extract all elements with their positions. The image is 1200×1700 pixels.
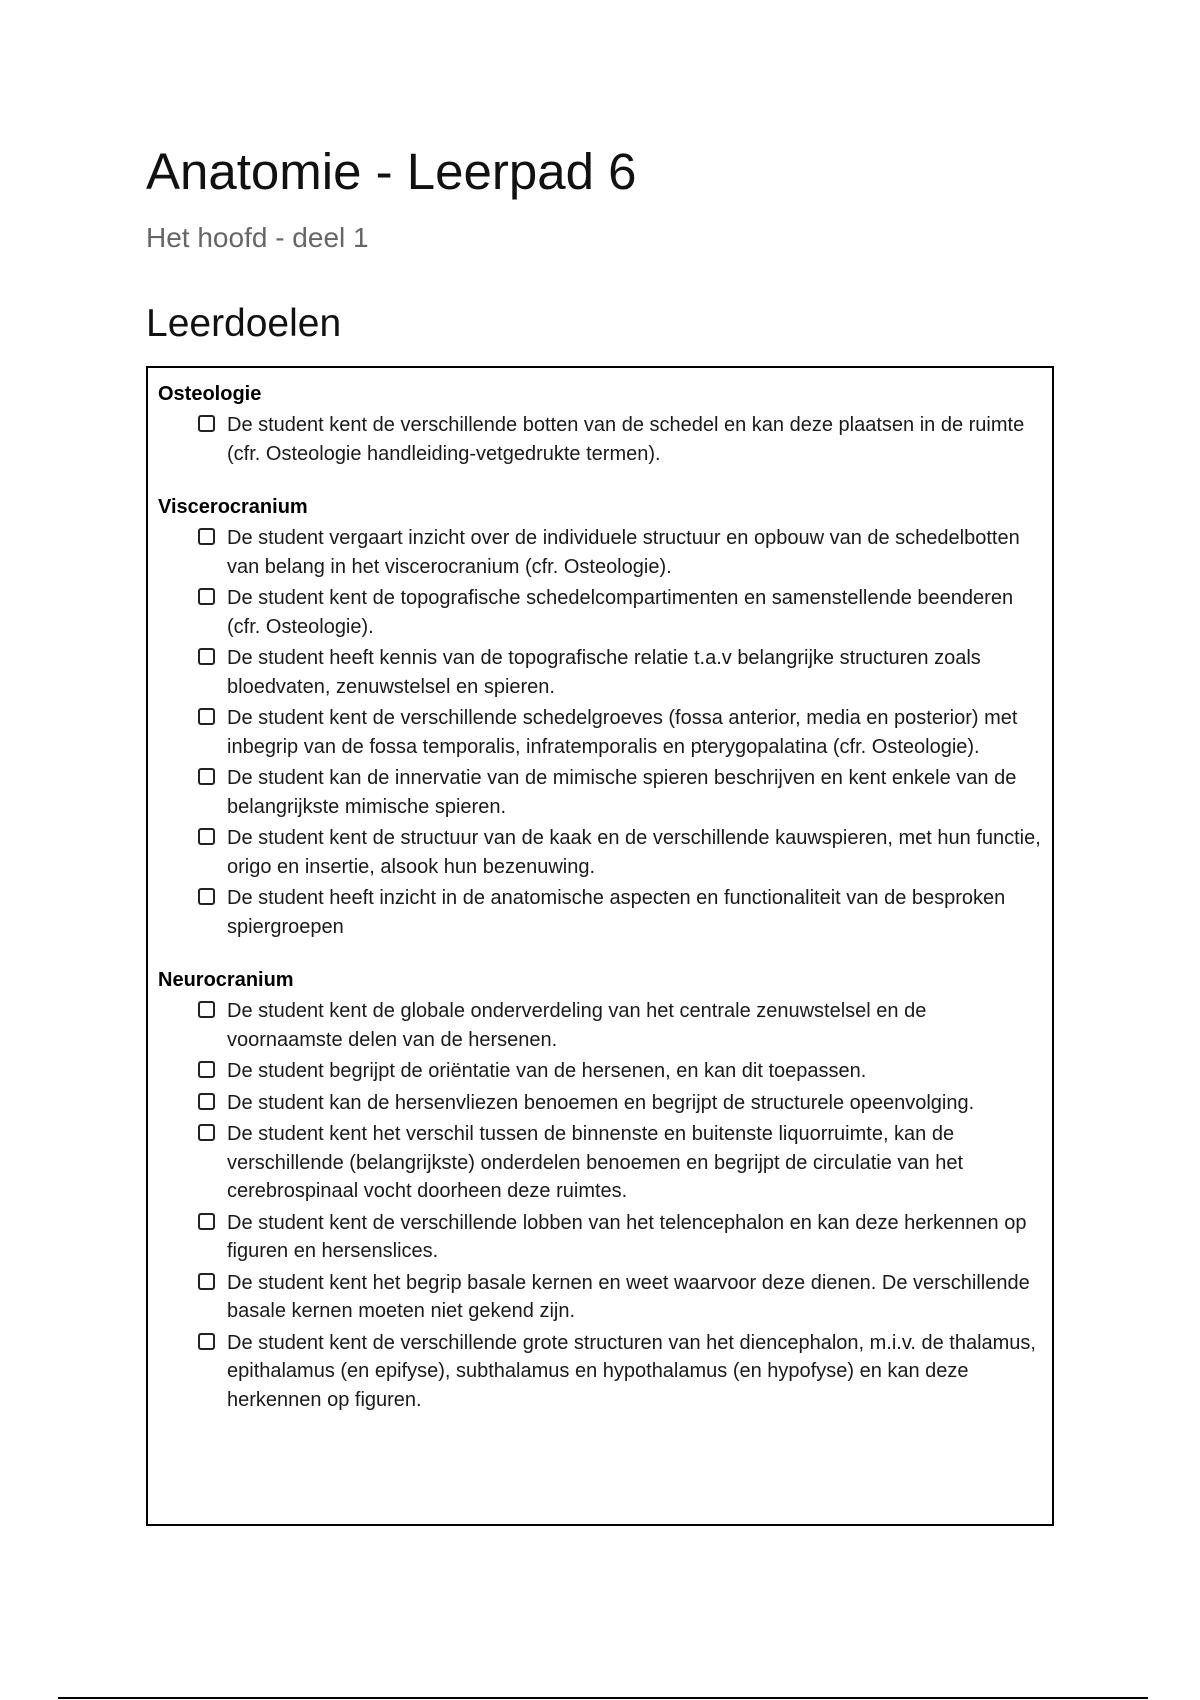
goal-text: De student heeft kennis van de topografische relatie t.a.v belangrijke structuren zoals bloedvaten, zenuwstelsel en spieren. <box>227 647 981 698</box>
goal-checkbox[interactable] <box>198 648 215 665</box>
goal-text: De student kent de verschillende lobben van het telencephalon en kan deze herkennen op figuren en hersenslices. <box>227 1211 1027 1262</box>
goal-item <box>158 1269 1042 1326</box>
group-osteologie <box>158 380 1042 468</box>
goal-item <box>158 764 1042 821</box>
goal-checkbox[interactable] <box>198 1213 215 1230</box>
goal-text: De student vergaart inzicht over de individuele structuur en opbouw van de schedelbotten van belang in het viscerocranium (cfr. Osteologie). <box>227 527 1020 578</box>
goal-item <box>158 1209 1042 1266</box>
goal-text: De student kent het verschil tussen de binnenste en buitenste liquorruimte, kan de verschillende (belangrijkste) onderdelen benoemen en begrijpt de circulatie van het cerebrospinaal vocht doorheen deze ruimtes. <box>227 1123 964 1202</box>
group-title: Neurocranium <box>158 969 294 991</box>
goal-item <box>158 524 1042 581</box>
goal-text: De student begrijpt de oriëntatie van de hersenen, en kan dit toepassen. <box>227 1060 867 1082</box>
goal-checkbox[interactable] <box>198 1124 215 1141</box>
section-heading-leerdoelen: Leerdoelen <box>146 302 342 345</box>
learning-goals-box <box>146 366 1054 1526</box>
goal-checkbox[interactable] <box>198 708 215 725</box>
goal-text: De student kent de topografische schedelcompartimenten en samenstellende beenderen (cfr. Osteologie). <box>227 587 1014 638</box>
goal-checkbox[interactable] <box>198 1093 215 1110</box>
goal-text: De student kent het begrip basale kernen en weet waarvoor deze dienen. De verschillende basale kernen moeten niet gekend zijn. <box>227 1271 1030 1322</box>
goal-text: De student heeft inzicht in de anatomische aspecten en functionaliteit van de besproken spiergroepen <box>227 887 1006 938</box>
group-title: Osteologie <box>158 383 262 405</box>
goal-checkbox[interactable] <box>198 1061 215 1078</box>
goal-text: De student kent de verschillende grote structuren van het diencephalon, m.i.v. de thalamus, epithalamus (en epifyse), subthalamus en hypothalamus (en hypofyse) en kan deze herkennen op figuren. <box>227 1331 1036 1411</box>
goal-text: De student kent de globale onderverdeling van het centrale zenuwstelsel en de voornaamste delen van de hersenen. <box>227 1000 927 1051</box>
goal-item <box>158 584 1042 641</box>
goal-item <box>158 644 1042 701</box>
goal-text: De student kent de verschillende botten van de schedel en kan deze plaatsen in de ruimte (cfr. Osteologie handleiding-vetgedrukte termen). <box>227 414 1025 465</box>
goal-checkbox[interactable] <box>198 888 215 905</box>
goal-checkbox[interactable] <box>198 1273 215 1290</box>
goal-checkbox[interactable] <box>198 768 215 785</box>
goal-list <box>158 411 1042 468</box>
goal-text: De student kan de innervatie van de mimische spieren beschrijven en kent enkele van de belangrijkste mimische spieren. <box>227 767 1017 818</box>
group-viscerocranium <box>158 493 1042 941</box>
goal-text: De student kent de structuur van de kaak en de verschillende kauwspieren, met hun functie, origo en insertie, alsook hun bezenuwing. <box>227 827 1041 878</box>
goal-item <box>158 1089 1042 1118</box>
goal-item <box>158 1329 1042 1415</box>
goal-item <box>158 1057 1042 1086</box>
goal-checkbox[interactable] <box>198 1333 215 1350</box>
goal-checkbox[interactable] <box>198 415 215 432</box>
goal-item <box>158 824 1042 881</box>
goal-checkbox[interactable] <box>198 828 215 845</box>
goal-item <box>158 704 1042 761</box>
goal-item <box>158 1120 1042 1206</box>
goal-item <box>158 997 1042 1054</box>
page-title: Anatomie - Leerpad 6 <box>146 143 637 200</box>
goal-text: De student kan de hersenvliezen benoemen en begrijpt de structurele opeenvolging. <box>227 1091 975 1114</box>
goal-checkbox[interactable] <box>198 1001 215 1018</box>
goal-text: De student kent de verschillende schedelgroeves (fossa anterior, media en posterior) met inbegrip van de fossa temporalis, infratemporalis en pterygopalatina (cfr. Osteologie). <box>227 707 1018 758</box>
goal-checkbox[interactable] <box>198 528 215 545</box>
footer-divider <box>58 1697 1148 1699</box>
goal-list <box>158 524 1042 941</box>
page-subtitle: Het hoofd - deel 1 <box>146 222 369 253</box>
group-neurocranium <box>158 966 1042 1414</box>
group-title: Viscerocranium <box>158 496 308 518</box>
goal-item <box>158 411 1042 468</box>
goal-list <box>158 997 1042 1414</box>
goal-item <box>158 884 1042 941</box>
goal-checkbox[interactable] <box>198 588 215 605</box>
